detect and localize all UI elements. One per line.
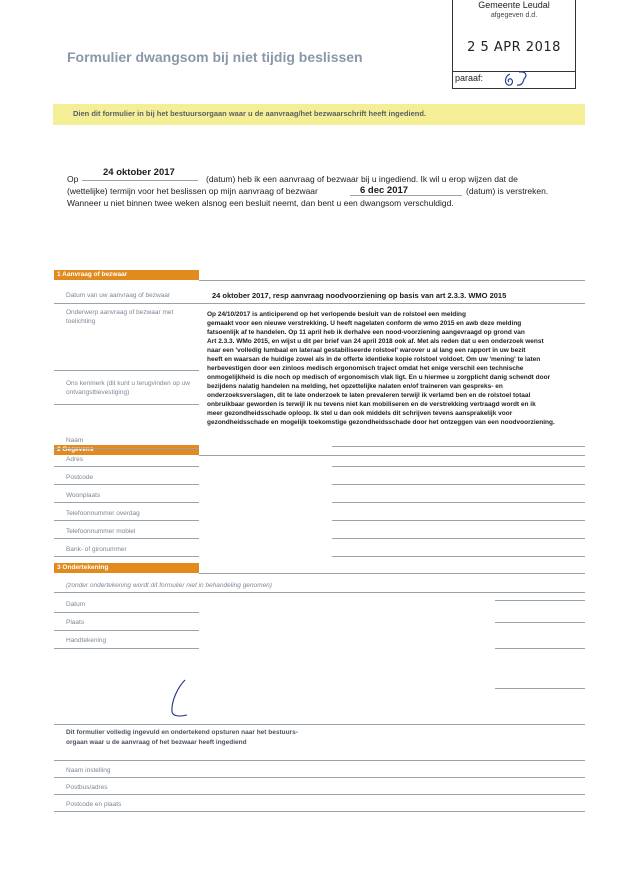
section-1-header: 1 Aanvraag of bezwaar: [54, 270, 199, 280]
field-label-phone-day: Telefoonnummer overdag: [66, 510, 140, 517]
submission-date-value: 24 oktober 2017: [103, 167, 175, 178]
field-label-postcode: Postcode: [66, 474, 94, 481]
subject-line: bezijdens nalatig handelen na melding, het opzettelijke nalaten en/of traineren van gespreks- en: [207, 383, 503, 390]
subject-line: Op 24/10/2017 is anticiperend op het verlopende besluit van de rolstoel een melding: [207, 311, 466, 318]
footer-instruction-2: orgaan waar u de aanvraag of het bezwaar heeft ingediend: [66, 739, 247, 746]
subject-line: meer gezondheidsschade oploop. Ik stel u dan ook middels dit schrijven tevens aansprakelijk voor: [207, 410, 513, 417]
field-label-institution: Naam instelling: [66, 767, 111, 774]
subject-label: Onderwerp aanvraag of bezwaar met toelichting: [66, 309, 174, 325]
subject-line: onderzoeksverslagen, dit te late onderzoek te laten prevaleren terwijl ik verlamd ben en de rolstoel totaal: [207, 392, 531, 399]
field-label-date: Datum: [66, 601, 86, 608]
field-label-address: Adres: [66, 456, 83, 463]
reference-label: Ons kenmerk (dit kunt u terugvinden op uw ontvangstbevestiging): [66, 380, 190, 396]
section-3-header: 3 Ondertekening: [54, 563, 199, 573]
subject-line: onbruikbaar geworden is terwijl ik nu tevens niet kan mobiliseren en de verstrekking vertraagd wordt en ik: [207, 401, 536, 408]
registration-stamp: [452, 0, 576, 89]
intro-part3: (datum) is verstreken.: [466, 186, 549, 196]
paraaf-signature-icon: [503, 70, 533, 88]
notice-text: Dien dit formulier in bij het bestuursorgaan waar u de aanvraag/het bezwaarschrift heeft ingediend.: [73, 109, 426, 118]
intro-part2: (wettelijke) termijn voor het beslissen op mijn aanvraag of bezwaar: [67, 186, 318, 196]
notice-banner: [53, 104, 585, 125]
deadline-date-value: 6 dec 2017: [360, 185, 409, 196]
subject-line: fatsoenlijk af te handelen. Op 11 april heb ik derhalve een nood-voorziening aangevraagd op grond van: [207, 329, 525, 336]
date-request-label: Datum van uw aanvraag of bezwaar: [66, 292, 171, 299]
field-label-place: Plaats: [66, 619, 85, 626]
subject-line: gezondheidsschade en mogelijk toekomstige gezondheidsschade door het ontzeggen van een noodvoorziening.: [207, 419, 555, 426]
intro-op: Op: [67, 174, 79, 184]
field-label-postcode-city: Postcode en plaats: [66, 801, 122, 808]
stamp-received-label: afgegeven d.d.: [490, 12, 538, 19]
subject-line: Art 2.3.3. WMo 2015, en wijst u dit per brief van 24 april 2018 ook af. Met als reden dat u een onderzoek wenst: [207, 338, 544, 345]
page-title: Formulier dwangsom bij niet tijdig beslissen: [67, 49, 363, 65]
intro-line3: Wanneer u niet binnen twee weken alsnog een besluit neemt, dan bent u een dwangsom verschuldigd.: [67, 198, 454, 208]
signature-note: (zonder ondertekening wordt dit formulier niet in behandeling genomen): [66, 582, 272, 589]
signature-stroke-icon: [165, 677, 195, 719]
footer-instruction-1: Dit formulier volledig ingevuld en ondertekend opsturen naar het bestuurs-: [66, 729, 298, 736]
field-label-pobox: Postbus/adres: [66, 784, 108, 791]
field-label-signature: Handtekening: [66, 637, 107, 644]
date-request-value: 24 oktober 2017, resp aanvraag noodvoorziening op basis van art 2.3.3. WMO 2015: [212, 291, 507, 300]
subject-line: onmogelijkheid is die noch op medisch of ergonomisch vlak ligt. En u hiermee u zorgplicht danig schendt door: [207, 374, 551, 381]
subject-line: heeft en waarsan de huidige zowel als in de offerte identieke kopie rolstoel voldoet. Om uw 'mening' te laten: [207, 356, 541, 363]
field-label-name: Naam: [66, 437, 84, 444]
stamp-municipality: Gemeente Leudal: [478, 0, 550, 10]
section-2-header: 2 Gegevens: [54, 445, 199, 455]
subject-line: naar een 'volledig lumbaal en lateraal gestabiliseerde rolstoel' warover u al lang een rapport in uw bezit: [207, 347, 526, 354]
stamp-date: 2 5 APR 2018: [467, 40, 561, 55]
field-label-bank: Bank- of gironummer: [66, 546, 127, 553]
field-label-phone-mobile: Telefoonnummer mobiel: [66, 528, 136, 535]
subject-line: gemaakt voor een nieuwe verstrekking. U heeft nagelaten conform de wmo 2015 en awb deze melding: [207, 320, 522, 327]
field-label-city: Woonplaats: [66, 492, 101, 499]
subject-line: herbevestigen door een zinloos medisch ergonomisch traject omdat het enige verschil een technische: [207, 365, 524, 372]
intro-part1: (datum) heb ik een aanvraag of bezwaar bij u ingediend. Ik wil u erop wijzen dat de: [206, 174, 518, 184]
stamp-paraaf-label: paraaf:: [455, 73, 484, 83]
